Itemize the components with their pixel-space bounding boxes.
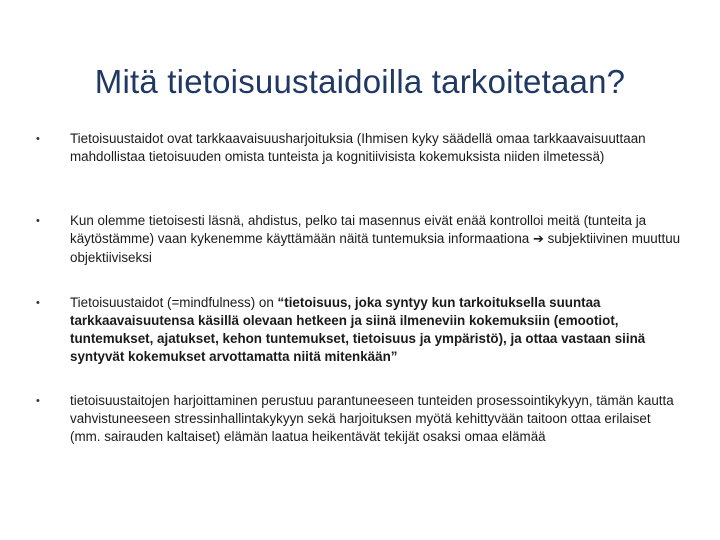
bullet-text-after-arrow: subjektiivinen muuttuu objektiiviseksi — [70, 231, 681, 265]
bullet-text-plain: Tietoisuustaidot (=mindfulness) on — [70, 295, 278, 310]
bullet-text-before-arrow: Kun olemme tietoisesti läsnä, ahdistus, pelko tai masennus eivät enää kontrolloi meitä (tunteita ja käytöstämme) vaan kykenemme käyttämään näitä tuntemuksia informaationa — [70, 213, 647, 246]
right-arrow-icon: ➔ — [532, 232, 544, 247]
bullet-text: tietoisuustaitojen harjoittaminen perustuu parantuneeseen tunteiden prosessointikykyyn, tämän kautta vahvistuneeseen stressinhallintakykyyn sekä harjoituksen myötä kehittyvään taitoon ottaa erilaiset (mm. sairauden kaltaiset) elämän laatua heikentävät tekijät osaksi omaa elämää — [70, 393, 674, 444]
bullet-text — [70, 294, 682, 366]
bullet-text — [70, 212, 682, 267]
bullet-text: Tietoisuustaidot ovat tarkkaavaisuusharjoituksia (Ihmisen kyky säädellä omaa tarkkaavaisuuttaan mahdollistaa tietoisuuden omista tunteista ja kognitiivisista kokemuksista niiden ilmetessä) — [70, 131, 646, 164]
mindfulness-definition-quote: “tietoisuus, joka syntyy kun tarkoituksella suuntaa tarkkaavaisuutensa käsillä olevaan hetkeen ja siinä ilmeneviin kokemuksiin (emootiot, tuntemukset, ajatukset, kehon tuntemukset, tietoisuus ja ympäristö), ja ottaa vastaan siinä syntyvät kokemukset arvottamatta niitä mitenkään” — [70, 295, 646, 364]
bullet-marker: • — [36, 297, 40, 309]
bullet-marker: • — [36, 133, 40, 145]
bullet-marker: • — [36, 215, 40, 227]
slide-title: Mitä tietoisuustaidoilla tarkoitetaan? — [94, 63, 626, 101]
bullet-marker: • — [36, 395, 40, 407]
